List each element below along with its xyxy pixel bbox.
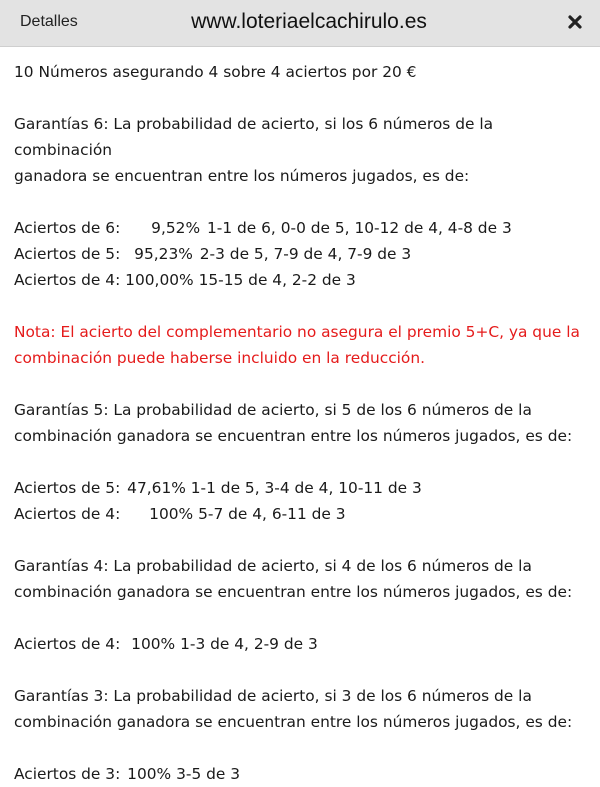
intro-text: 10 Números asegurando 4 sobre 4 aciertos por 20 € bbox=[14, 63, 417, 81]
row-detail: 2-3 de 5, 7-9 de 4, 7-9 de 3 bbox=[199, 245, 412, 263]
g3-text-line2: combinación ganadora se encuentran entre los números jugados, es de: bbox=[14, 713, 573, 731]
row-detail: 5-7 de 4, 6-11 de 3 bbox=[198, 505, 346, 523]
g3-text-line1: Garantías 3: La probabilidad de acierto, si 3 de los 6 números de la bbox=[14, 687, 532, 705]
row-pct: 100% bbox=[131, 635, 176, 653]
row-detail: 3-5 de 3 bbox=[176, 765, 241, 783]
g6-row-5 bbox=[14, 241, 586, 267]
g4-text-line1: Garantías 4: La probabilidad de acierto, si 4 de los 6 números de la bbox=[14, 557, 532, 575]
row-label: Aciertos de 4: bbox=[14, 635, 121, 653]
g5-row-5 bbox=[14, 475, 586, 501]
g4-text-line2: combinación ganadora se encuentran entre los números jugados, es de: bbox=[14, 583, 573, 601]
g6-row-6 bbox=[14, 215, 586, 241]
row-label: Aciertos de 5: bbox=[14, 479, 121, 497]
row-pct: 47,61% bbox=[127, 479, 186, 497]
row-label: Aciertos de 4: bbox=[14, 505, 121, 523]
details-content bbox=[0, 47, 600, 787]
site-title: www.loteriaelcachirulo.es bbox=[191, 10, 427, 33]
row-detail: 1-1 de 6, 0-0 de 5, 10-12 de 4, 4-8 de 3 bbox=[206, 219, 512, 237]
row-detail: 1-1 de 5, 3-4 de 4, 10-11 de 3 bbox=[190, 479, 422, 497]
row-detail: 15-15 de 4, 2-2 de 3 bbox=[198, 271, 356, 289]
close-icon bbox=[564, 11, 586, 33]
g5-text-line1: Garantías 5: La probabilidad de acierto, si 5 de los 6 números de la bbox=[14, 401, 532, 419]
row-pct: 100% bbox=[149, 505, 194, 523]
row-label: Aciertos de 3: bbox=[14, 765, 121, 783]
row-detail: 1-3 de 4, 2-9 de 3 bbox=[180, 635, 318, 653]
g3-row-3 bbox=[14, 761, 586, 787]
row-label: Aciertos de 4: bbox=[14, 271, 121, 289]
details-label: Detalles bbox=[20, 13, 78, 30]
row-pct: 100% bbox=[127, 765, 172, 783]
dialog-header bbox=[0, 0, 600, 47]
g6-text-line2: ganadora se encuentran entre los números jugados, es de: bbox=[14, 167, 470, 185]
g6-text-line1: Garantías 6: La probabilidad de acierto, si los 6 números de la combinación bbox=[14, 115, 494, 159]
row-label: Aciertos de 5: bbox=[14, 245, 121, 263]
g5-row-4 bbox=[14, 501, 586, 527]
g4-row-4 bbox=[14, 631, 586, 657]
g6-row-4 bbox=[14, 267, 586, 293]
note-line1: Nota: El acierto del complementario no asegura el premio 5+C, ya que la bbox=[14, 323, 580, 341]
row-pct: 9,52% bbox=[151, 219, 201, 237]
note-line2: combinación puede haberse incluido en la reducción. bbox=[14, 349, 425, 367]
row-pct: 95,23% bbox=[134, 245, 193, 263]
row-label: Aciertos de 6: bbox=[14, 219, 121, 237]
close-button[interactable] bbox=[564, 11, 586, 33]
row-pct: 100,00% bbox=[125, 271, 194, 289]
g5-text-line2: combinación ganadora se encuentran entre los números jugados, es de: bbox=[14, 427, 573, 445]
